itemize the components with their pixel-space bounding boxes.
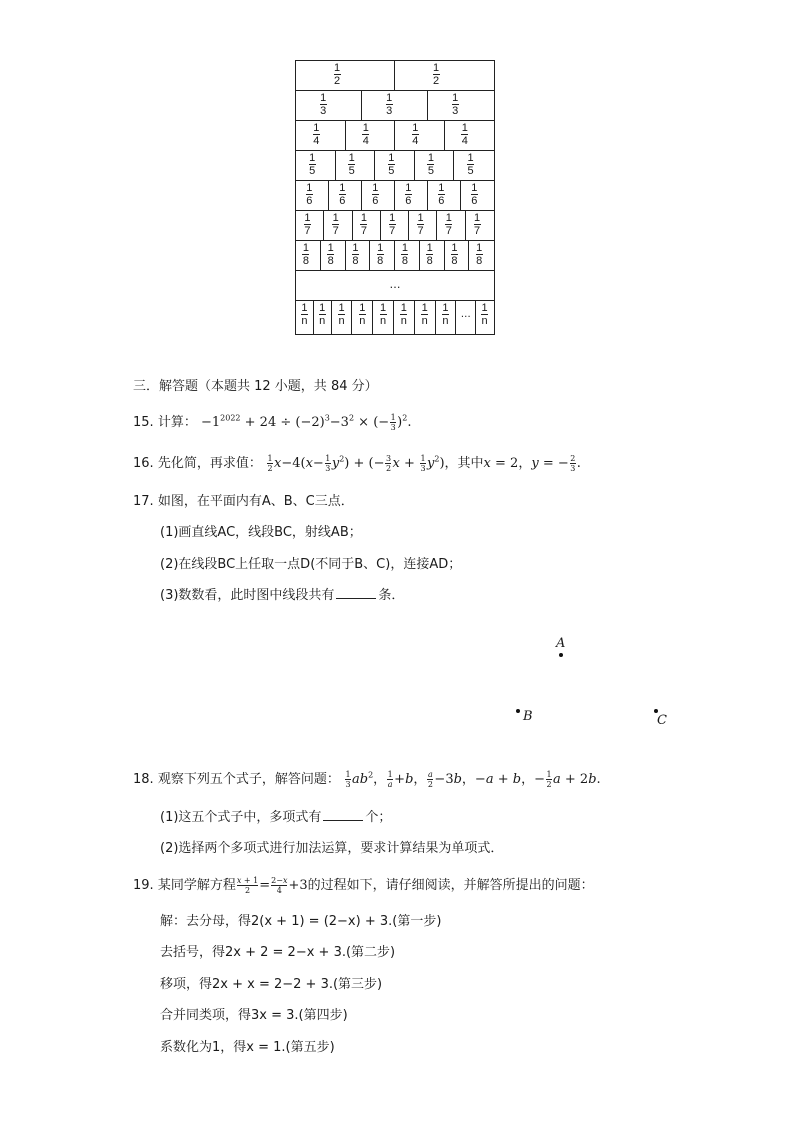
fraction-cell	[395, 181, 428, 210]
fraction-label: 1 n	[481, 302, 488, 327]
fraction-label: 1 8	[426, 242, 433, 267]
fraction-row-6	[296, 181, 494, 211]
question-lead: 先化简，再求值：	[157, 456, 262, 471]
fraction-cell	[428, 91, 494, 120]
fraction-label: 1 5	[309, 152, 316, 177]
fraction-cell	[296, 151, 336, 180]
fraction-label: 1 2	[334, 62, 341, 87]
fraction-row-n	[296, 301, 494, 334]
fraction-cell-ellipsis	[456, 301, 476, 334]
math-expression: $-1^{2022} + 24 \div (-2)^3-3^2$ × (− $\frac{1}{3}$ )$^2$.	[200, 413, 412, 432]
fraction-label: 1 8	[377, 242, 384, 267]
fraction-cell	[352, 301, 373, 334]
fraction-row-7	[296, 211, 494, 241]
ellipsis: …	[389, 278, 401, 291]
question-where: ，其中	[444, 456, 484, 471]
fraction-cell	[336, 151, 376, 180]
fraction-cell	[415, 151, 455, 180]
fraction-label: 1 6	[438, 182, 445, 207]
fraction-cell	[370, 241, 395, 270]
question-text: 如图，在平面内有A、B、C三点．	[157, 494, 354, 509]
fraction-cell	[296, 301, 314, 334]
fraction-cell	[296, 61, 395, 90]
solution-step-2: 去括号，得2x + 2 = 2−x + 3.(第二步)	[160, 945, 396, 960]
question-lead: 观察下列五个式子，解答问题：	[157, 772, 340, 787]
fraction-cell	[437, 211, 465, 240]
part-text: (3)数数看，此时图中线段共有	[160, 588, 335, 603]
fraction-cell	[296, 121, 346, 150]
fraction-label: 1 n	[338, 302, 345, 327]
part-text-end: 条．	[378, 588, 405, 603]
fraction-cell	[362, 181, 395, 210]
question-17-part-1: (1)画直线AC，线段BC，射线AB；	[160, 525, 362, 540]
fraction-label: 1 8	[327, 242, 334, 267]
fraction-label: 1 2	[433, 62, 440, 87]
fraction-label: 1 n	[301, 302, 308, 327]
fraction-label: 1 7	[389, 212, 396, 237]
fraction-cell	[346, 241, 371, 270]
question-number: 16.	[133, 456, 154, 471]
point-a-dot	[559, 653, 563, 657]
fraction-label: 1 n	[442, 302, 449, 327]
fraction-label: 1 6	[339, 182, 346, 207]
fraction-label: 1 6	[372, 182, 379, 207]
fraction-cell	[324, 211, 352, 240]
fraction-cell	[329, 181, 362, 210]
equation: $\frac{x + 1}{2}$ = $\frac{2-x}{4}$ +3	[236, 876, 308, 895]
math-expression: $\frac{1}{2}$ x−4(x− $\frac{1}{3}$ $y^2$) + (− $\frac{3}{2}$ x + $\frac{1}{3}$ $y^2$)	[267, 454, 445, 473]
fraction-label: 1 7	[304, 212, 311, 237]
fraction-row-3	[296, 91, 494, 121]
question-number: 15.	[133, 415, 154, 430]
fraction-cell	[296, 241, 321, 270]
fraction-label: 1 n	[421, 302, 428, 327]
fraction-label: 1 5	[467, 152, 474, 177]
fraction-cell	[436, 301, 457, 334]
fraction-cell	[296, 211, 324, 240]
fraction-label: 1 3	[452, 92, 459, 117]
fraction-label: 1 4	[412, 122, 419, 147]
fraction-cell	[375, 151, 415, 180]
fraction-cell	[362, 91, 428, 120]
question-18-stem	[133, 768, 601, 789]
fraction-cell	[296, 91, 362, 120]
fraction-cell	[332, 301, 353, 334]
fraction-label: 1 8	[302, 242, 309, 267]
ellipsis: …	[460, 309, 471, 320]
part-text-end: 个；	[365, 810, 392, 825]
fraction-label: 1 4	[461, 122, 468, 147]
fraction-cell	[296, 181, 329, 210]
fraction-label: 1 7	[445, 212, 452, 237]
fraction-label: 1 8	[401, 242, 408, 267]
fraction-cell	[395, 121, 445, 150]
question-18-part-2: (2)选择两个多项式进行加法运算，要求计算结果为单项式．	[160, 841, 504, 856]
fraction-cell	[454, 151, 494, 180]
fraction-label: 1 7	[360, 212, 367, 237]
question-number: 18.	[133, 772, 154, 787]
fraction-cell	[395, 61, 494, 90]
fraction-label: 1 6	[471, 182, 478, 207]
fraction-row-8	[296, 241, 494, 271]
solution-step-1: 解：去分母，得2(x + 1) = (2−x) + 3.(第一步)	[160, 914, 442, 929]
fraction-label: 1 7	[332, 212, 339, 237]
fraction-label: 1 5	[348, 152, 355, 177]
question-15	[133, 411, 411, 432]
fraction-cell	[420, 241, 445, 270]
point-label-c: C	[657, 713, 667, 728]
question-lead: 计算：	[157, 415, 197, 430]
fraction-cell	[321, 241, 346, 270]
solution-step-4: 合并同类项，得3x = 3.(第四步)	[160, 1008, 348, 1023]
section-heading: 三．解答题（本题共 12 小题，共 84 分）	[133, 379, 378, 394]
fraction-label: 1 3	[320, 92, 327, 117]
question-lead: 某同学解方程	[157, 878, 236, 893]
fraction-cell	[476, 301, 494, 334]
part-text: (1)这五个式子中，多项式有	[160, 810, 322, 825]
fraction-cell	[346, 121, 396, 150]
fraction-label: 1 8	[451, 242, 458, 267]
question-tail: 的过程如下，请仔细阅读，并解答所提出的问题：	[307, 878, 594, 893]
fraction-row-4	[296, 121, 494, 151]
solution-step-5: 系数化为1，得x = 1.(第五步)	[160, 1040, 335, 1055]
fraction-wall-table	[295, 60, 495, 335]
fraction-cell	[445, 241, 470, 270]
fraction-label: 1 3	[386, 92, 393, 117]
fraction-cell	[353, 211, 381, 240]
fraction-cell	[373, 301, 394, 334]
question-number: 19.	[133, 878, 154, 893]
fraction-cell	[409, 211, 437, 240]
fraction-cell	[428, 181, 461, 210]
answer-blank[interactable]	[323, 808, 363, 821]
fraction-cell	[469, 241, 494, 270]
fraction-label: 1 7	[474, 212, 481, 237]
fraction-cell	[394, 301, 415, 334]
question-17-stem	[133, 490, 354, 509]
fraction-row-5	[296, 151, 494, 181]
fraction-label: 1 n	[319, 302, 326, 327]
answer-blank[interactable]	[336, 586, 376, 599]
point-label-b: B	[523, 709, 533, 724]
fraction-label: 1 6	[306, 182, 313, 207]
fraction-cell	[395, 241, 420, 270]
math-expressions: $\frac{1}{3}$ $ab^2$， $\frac{1}{a}$ +b， $\frac{a}{2}$ −3b，−a + b，− $\frac{1}{2}$ a + 2b.	[345, 770, 601, 789]
solution-step-3: 移项，得2x + x = 2−2 + 3.(第三步)	[160, 977, 383, 992]
question-17-part-3	[160, 584, 404, 603]
fraction-label: 1 n	[359, 302, 366, 327]
question-16	[133, 452, 581, 473]
fraction-cell	[461, 181, 494, 210]
question-18-part-1	[160, 806, 391, 825]
fraction-label: 1 n	[380, 302, 387, 327]
fraction-cell	[381, 211, 409, 240]
question-number: 17.	[133, 494, 154, 509]
fraction-label: 1 5	[388, 152, 395, 177]
fraction-label: 1 7	[417, 212, 424, 237]
fraction-row-ellipsis	[296, 271, 494, 301]
math-condition: x = 2，y = − $\frac{2}{3}$ .	[483, 454, 581, 473]
fraction-cell	[445, 121, 495, 150]
fraction-label: 1 6	[405, 182, 412, 207]
fraction-label: 1 8	[476, 242, 483, 267]
fraction-label: 1 n	[400, 302, 407, 327]
fraction-label: 1 4	[313, 122, 320, 147]
point-label-a: A	[556, 636, 566, 651]
fraction-row-2	[296, 61, 494, 91]
fraction-cell	[466, 211, 494, 240]
fraction-cell	[415, 301, 436, 334]
question-19-stem	[133, 874, 594, 895]
point-b-dot	[516, 709, 520, 713]
fraction-label: 1 4	[362, 122, 369, 147]
fraction-label: 1 5	[427, 152, 434, 177]
fraction-label: 1 8	[352, 242, 359, 267]
fraction-cell	[314, 301, 332, 334]
question-17-part-2: (2)在线段BC上任取一点D(不同于B、C)，连接AD；	[160, 557, 462, 572]
